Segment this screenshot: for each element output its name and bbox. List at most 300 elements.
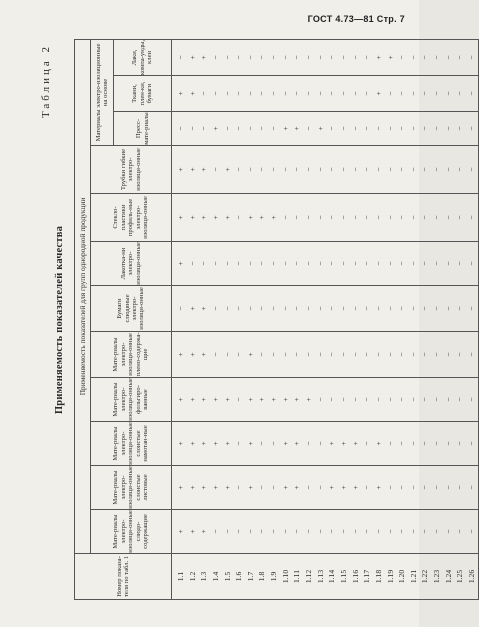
applicability-mark: − — [257, 306, 267, 311]
applicability-mark: − — [362, 306, 372, 311]
column-header: Бумаги слюдяные электро-изоляци-онные — [91, 286, 172, 332]
applicability-mark: − — [397, 485, 407, 490]
applicability-mark: − — [210, 306, 220, 311]
applicability-mark: + — [176, 91, 185, 96]
applicability-mark: − — [432, 167, 442, 172]
applicability-mark: + — [199, 529, 209, 534]
applicability-mark: − — [455, 529, 465, 534]
applicability-mark: + — [199, 306, 209, 311]
applicability-mark: − — [408, 261, 418, 266]
applicability-mark: − — [315, 91, 325, 96]
applicability-mark: − — [432, 306, 442, 311]
applicability-mark: + — [245, 485, 255, 490]
applicability-mark: − — [269, 441, 279, 446]
row-number: 1.5 — [222, 571, 232, 582]
applicability-mark: − — [432, 126, 442, 131]
applicability-mark: − — [362, 215, 372, 220]
applicability-mark: − — [467, 91, 477, 96]
applicability-mark: − — [467, 352, 477, 357]
applicability-mark: + — [187, 352, 197, 357]
subcolumn-header: Ткани, плен-ки, бумаги — [114, 76, 172, 112]
applicability-mark: − — [420, 91, 430, 96]
applicability-mark: − — [467, 215, 477, 220]
applicability-mark: − — [350, 261, 360, 266]
applicability-mark: − — [443, 352, 453, 357]
applicability-mark: + — [385, 55, 395, 60]
applicability-mark: − — [234, 441, 244, 446]
applicability-mark: − — [210, 352, 220, 357]
applicability-mark: − — [362, 55, 372, 60]
applicability-mark: − — [304, 167, 314, 172]
applicability-mark: − — [176, 306, 185, 311]
applicability-mark: − — [408, 352, 418, 357]
applicability-mark: − — [373, 352, 383, 357]
applicability-mark: − — [408, 167, 418, 172]
applicability-mark: − — [420, 441, 430, 446]
applicability-mark: − — [432, 397, 442, 402]
applicability-mark: − — [432, 529, 442, 534]
applicability-mark: − — [420, 55, 430, 60]
applicability-mark: − — [176, 126, 185, 131]
applicability-mark: − — [269, 91, 279, 96]
applicability-mark: − — [280, 261, 290, 266]
applicability-mark: + — [245, 352, 255, 357]
applicability-mark: − — [397, 167, 407, 172]
applicability-mark: − — [245, 261, 255, 266]
applicability-mark: + — [176, 529, 185, 534]
applicability-mark: − — [455, 215, 465, 220]
row-number: 1.17 — [362, 569, 372, 584]
applicability-mark: − — [385, 126, 395, 131]
applicability-mark: − — [257, 352, 267, 357]
data-column — [172, 466, 479, 510]
applicability-mark: − — [420, 167, 430, 172]
applicability-mark: + — [257, 215, 267, 220]
applicability-mark: − — [176, 55, 185, 60]
applicability-mark: − — [338, 167, 348, 172]
applicability-mark: + — [210, 441, 220, 446]
applicability-mark: − — [187, 261, 197, 266]
column-header: Мате-риалы электро-изоляци-онные слоистые намотан-ные — [91, 422, 172, 466]
row-number: 1.13 — [315, 569, 325, 584]
subcolumn-header: Лаки, компа-унды, клеи — [114, 39, 172, 75]
applicability-mark: − — [292, 306, 302, 311]
applicability-mark: − — [385, 352, 395, 357]
column-header: Мате-риалы электро-изоляци-онные фольгиро-ванные — [91, 378, 172, 422]
applicability-mark: + — [373, 441, 383, 446]
page-header: ГОСТ 4.73—81 Стр. 7 — [307, 14, 405, 24]
applicability-mark: + — [210, 397, 220, 402]
applicability-mark: − — [397, 441, 407, 446]
row-number: 1.21 — [408, 569, 418, 584]
applicability-mark: + — [187, 167, 197, 172]
applicability-mark: − — [432, 55, 442, 60]
applicability-mark: − — [385, 485, 395, 490]
applicability-mark: − — [245, 306, 255, 311]
row-number: 1.19 — [385, 569, 395, 584]
applicability-mark: − — [315, 215, 325, 220]
applicability-mark: − — [338, 55, 348, 60]
row-number: 1.15 — [338, 569, 348, 584]
applicability-mark: − — [315, 352, 325, 357]
applicability-mark: + — [245, 397, 255, 402]
applicability-mark: − — [222, 529, 232, 534]
row-number-header: Номер показа-теля по табл. 1 — [75, 554, 172, 600]
applicability-mark: − — [338, 352, 348, 357]
applicability-mark: − — [280, 91, 290, 96]
applicability-mark: − — [373, 529, 383, 534]
applicability-mark: − — [199, 91, 209, 96]
applicability-mark: + — [304, 397, 314, 402]
applicability-mark: + — [327, 441, 337, 446]
subgroup-header: Материалы электро-изоляционные на основе — [91, 39, 114, 145]
applicability-mark: − — [408, 126, 418, 131]
applicability-mark: − — [292, 167, 302, 172]
applicability-mark: − — [385, 397, 395, 402]
applicability-mark: − — [304, 91, 314, 96]
row-number: 1.24 — [443, 569, 453, 584]
applicability-mark: − — [443, 306, 453, 311]
applicability-mark: + — [199, 55, 209, 60]
applicability-mark: − — [338, 529, 348, 534]
applicability-mark: + — [292, 485, 302, 490]
applicability-mark: − — [455, 126, 465, 131]
applicability-mark: + — [245, 441, 255, 446]
applicability-mark: − — [408, 441, 418, 446]
applicability-mark: − — [234, 485, 244, 490]
applicability-mark: − — [420, 306, 430, 311]
applicability-mark: − — [269, 55, 279, 60]
applicability-mark: − — [222, 55, 232, 60]
applicability-mark: − — [257, 126, 267, 131]
applicability-mark: + — [176, 441, 185, 446]
applicability-mark: − — [432, 352, 442, 357]
applicability-mark: − — [467, 126, 477, 131]
applicability-mark: − — [292, 91, 302, 96]
column-header: Мате-риалы электро-изоляци-онные плено-содержа-щие — [91, 332, 172, 378]
data-column — [172, 332, 479, 378]
data-column — [172, 112, 479, 146]
applicability-mark: − — [234, 352, 244, 357]
applicability-mark: − — [234, 306, 244, 311]
applicability-mark: + — [327, 485, 337, 490]
applicability-mark: − — [408, 306, 418, 311]
applicability-mark: − — [257, 55, 267, 60]
applicability-mark: + — [187, 485, 197, 490]
applicability-mark: − — [350, 529, 360, 534]
applicability-mark: − — [234, 126, 244, 131]
applicability-mark: + — [187, 55, 197, 60]
data-column — [172, 422, 479, 466]
applicability-mark: − — [327, 397, 337, 402]
applicability-mark: + — [280, 126, 290, 131]
applicability-mark: − — [443, 397, 453, 402]
applicability-mark: − — [199, 126, 209, 131]
data-column — [172, 194, 479, 242]
applicability-mark: − — [245, 91, 255, 96]
applicability-mark: + — [222, 215, 232, 220]
applicability-mark: − — [455, 91, 465, 96]
applicability-mark: − — [467, 485, 477, 490]
applicability-mark: − — [234, 529, 244, 534]
applicability-mark: − — [269, 529, 279, 534]
applicability-mark: − — [245, 55, 255, 60]
applicability-mark: − — [408, 55, 418, 60]
applicability-mark: − — [455, 261, 465, 266]
applicability-mark: − — [257, 441, 267, 446]
row-number-column — [172, 554, 479, 600]
applicability-mark: − — [362, 441, 372, 446]
applicability-mark: − — [432, 91, 442, 96]
applicability-mark: + — [176, 167, 185, 172]
applicability-mark: − — [234, 397, 244, 402]
applicability-mark: − — [304, 485, 314, 490]
applicability-mark: − — [362, 126, 372, 131]
applicability-mark: − — [292, 215, 302, 220]
row-number: 1.10 — [280, 569, 290, 584]
applicability-mark: − — [362, 167, 372, 172]
applicability-mark: − — [269, 126, 279, 131]
applicability-mark: + — [292, 441, 302, 446]
applicability-mark: − — [362, 261, 372, 266]
applicability-mark: − — [338, 397, 348, 402]
applicability-mark: − — [385, 306, 395, 311]
applicability-mark: + — [222, 485, 232, 490]
applicability-mark: − — [420, 261, 430, 266]
applicability-mark: + — [245, 215, 255, 220]
column-header: Лакотка-ни электро-изоляци-онные — [91, 242, 172, 286]
applicability-mark: − — [397, 397, 407, 402]
applicability-mark: + — [350, 441, 360, 446]
applicability-mark: − — [420, 352, 430, 357]
applicability-mark: − — [292, 352, 302, 357]
applicability-mark: − — [280, 215, 290, 220]
row-number: 1.7 — [245, 571, 255, 582]
applicability-mark: − — [455, 397, 465, 402]
applicability-mark: − — [385, 261, 395, 266]
applicability-mark: − — [210, 261, 220, 266]
applicability-mark: − — [362, 91, 372, 96]
applicability-mark: + — [222, 441, 232, 446]
row-number: 1.4 — [210, 571, 220, 582]
applicability-mark: + — [210, 215, 220, 220]
applicability-mark: − — [269, 167, 279, 172]
applicability-mark: − — [362, 352, 372, 357]
applicability-mark: + — [199, 397, 209, 402]
applicability-mark: − — [210, 91, 220, 96]
applicability-mark: − — [443, 485, 453, 490]
applicability-mark: + — [199, 485, 209, 490]
subcolumn-header: Пресс-мате-риалы — [114, 112, 172, 146]
applicability-mark: − — [327, 126, 337, 131]
applicability-mark: − — [373, 261, 383, 266]
applicability-mark: − — [327, 215, 337, 220]
applicability-mark: − — [432, 261, 442, 266]
applicability-mark: − — [222, 126, 232, 131]
applicability-mark: − — [327, 55, 337, 60]
applicability-mark: − — [269, 485, 279, 490]
applicability-mark: − — [222, 306, 232, 311]
applicability-mark: + — [199, 441, 209, 446]
applicability-mark: + — [292, 397, 302, 402]
applicability-mark: − — [245, 126, 255, 131]
row-number: 1.9 — [269, 571, 279, 582]
applicability-mark: − — [397, 352, 407, 357]
applicability-mark: − — [455, 352, 465, 357]
rotated-table-frame — [40, 39, 477, 600]
row-number: 1.12 — [304, 569, 314, 584]
applicability-mark: − — [304, 529, 314, 534]
applicability-mark: − — [443, 126, 453, 131]
applicability-mark: − — [385, 215, 395, 220]
applicability-mark: − — [443, 261, 453, 266]
column-header: Трубки гибкие электро-изоляци-онные — [91, 146, 172, 194]
row-number: 1.25 — [455, 569, 465, 584]
applicability-mark: + — [176, 352, 185, 357]
column-header: Мате-риалы электро-изоляци-онные слюдо-содержащие — [91, 510, 172, 554]
applicability-mark: − — [373, 167, 383, 172]
applicability-mark: + — [176, 397, 185, 402]
applicability-mark: − — [338, 91, 348, 96]
applicability-mark: − — [443, 55, 453, 60]
applicability-mark: + — [292, 126, 302, 131]
data-column — [172, 378, 479, 422]
applicability-mark: − — [350, 55, 360, 60]
applicability-mark: − — [443, 441, 453, 446]
applicability-mark: + — [338, 441, 348, 446]
applicability-mark: − — [455, 55, 465, 60]
applicability-mark: + — [176, 215, 185, 220]
applicability-mark: − — [455, 485, 465, 490]
row-number: 1.18 — [373, 569, 383, 584]
data-column — [172, 39, 479, 75]
applicability-mark: − — [443, 215, 453, 220]
row-number: 1.3 — [199, 571, 209, 582]
table-caption: Таблица 2 — [40, 44, 52, 119]
applicability-mark: − — [222, 91, 232, 96]
row-number: 1.23 — [432, 569, 442, 584]
applicability-mark: − — [420, 529, 430, 534]
applicability-mark: − — [315, 397, 325, 402]
data-column — [172, 242, 479, 286]
applicability-mark: − — [187, 126, 197, 131]
applicability-mark: − — [257, 485, 267, 490]
applicability-mark: − — [280, 352, 290, 357]
applicability-mark: + — [350, 485, 360, 490]
applicability-mark: − — [432, 215, 442, 220]
applicability-mark: − — [397, 306, 407, 311]
applicability-mark: − — [292, 261, 302, 266]
applicability-mark: + — [210, 485, 220, 490]
applicability-mark: − — [420, 485, 430, 490]
applicability-mark: − — [443, 167, 453, 172]
applicability-mark: − — [455, 306, 465, 311]
applicability-mark: − — [234, 261, 244, 266]
applicability-mark: − — [467, 441, 477, 446]
applicability-mark: − — [257, 167, 267, 172]
applicability-mark: − — [315, 529, 325, 534]
applicability-mark: − — [467, 397, 477, 402]
applicability-mark: − — [373, 397, 383, 402]
applicability-mark: − — [315, 306, 325, 311]
applicability-mark: − — [315, 261, 325, 266]
applicability-mark: − — [292, 529, 302, 534]
applicability-mark: − — [467, 261, 477, 266]
applicability-mark: − — [210, 167, 220, 172]
applicability-mark: − — [397, 261, 407, 266]
applicability-mark: + — [257, 397, 267, 402]
applicability-mark: − — [350, 215, 360, 220]
applicability-mark: − — [362, 485, 372, 490]
applicability-mark: − — [432, 441, 442, 446]
applicability-mark: − — [385, 441, 395, 446]
applicability-mark: + — [187, 91, 197, 96]
applicability-mark: − — [222, 352, 232, 357]
applicability-mark: − — [443, 91, 453, 96]
applicability-mark: + — [199, 215, 209, 220]
applicability-mark: − — [397, 55, 407, 60]
applicability-mark: − — [373, 306, 383, 311]
applicability-mark: − — [269, 306, 279, 311]
applicability-mark: + — [222, 397, 232, 402]
applicability-mark: + — [210, 126, 220, 131]
applicability-mark: − — [432, 485, 442, 490]
data-column — [172, 76, 479, 112]
applicability-mark: − — [373, 126, 383, 131]
applicability-mark: + — [280, 397, 290, 402]
applicability-mark: + — [187, 215, 197, 220]
row-number: 1.14 — [327, 569, 337, 584]
applicability-mark: − — [257, 261, 267, 266]
applicability-mark: − — [350, 352, 360, 357]
applicability-mark: − — [420, 397, 430, 402]
applicability-mark: + — [176, 485, 185, 490]
applicability-mark: + — [222, 167, 232, 172]
applicability-mark: + — [187, 397, 197, 402]
applicability-mark: + — [373, 485, 383, 490]
applicability-mark: − — [234, 91, 244, 96]
row-number: 1.20 — [397, 569, 407, 584]
applicability-mark: − — [338, 261, 348, 266]
applicability-mark: − — [234, 167, 244, 172]
table-title: Применяемость показателей качества — [54, 225, 65, 415]
applicability-mark: − — [304, 215, 314, 220]
applicability-mark: − — [350, 91, 360, 96]
group-header: Применяемость показателей для групп однородной продукции — [75, 39, 91, 553]
applicability-mark: − — [350, 397, 360, 402]
applicability-mark: − — [385, 91, 395, 96]
applicability-mark: + — [199, 352, 209, 357]
applicability-mark: − — [362, 529, 372, 534]
data-column — [172, 510, 479, 554]
applicability-mark: − — [315, 485, 325, 490]
applicability-mark: − — [210, 55, 220, 60]
applicability-mark: − — [408, 485, 418, 490]
applicability-mark: − — [199, 261, 209, 266]
applicability-mark: − — [280, 167, 290, 172]
applicability-mark: − — [304, 441, 314, 446]
applicability-mark: − — [304, 55, 314, 60]
applicability-mark: − — [338, 306, 348, 311]
applicability-mark: + — [187, 529, 197, 534]
applicability-mark: − — [362, 397, 372, 402]
applicability-mark: − — [397, 126, 407, 131]
applicability-mark: − — [443, 529, 453, 534]
column-header: Мате-риалы электро-изоляци-онные слоистые листовые — [91, 466, 172, 510]
applicability-mark: − — [338, 215, 348, 220]
applicability-mark: − — [292, 55, 302, 60]
applicability-mark: − — [373, 215, 383, 220]
